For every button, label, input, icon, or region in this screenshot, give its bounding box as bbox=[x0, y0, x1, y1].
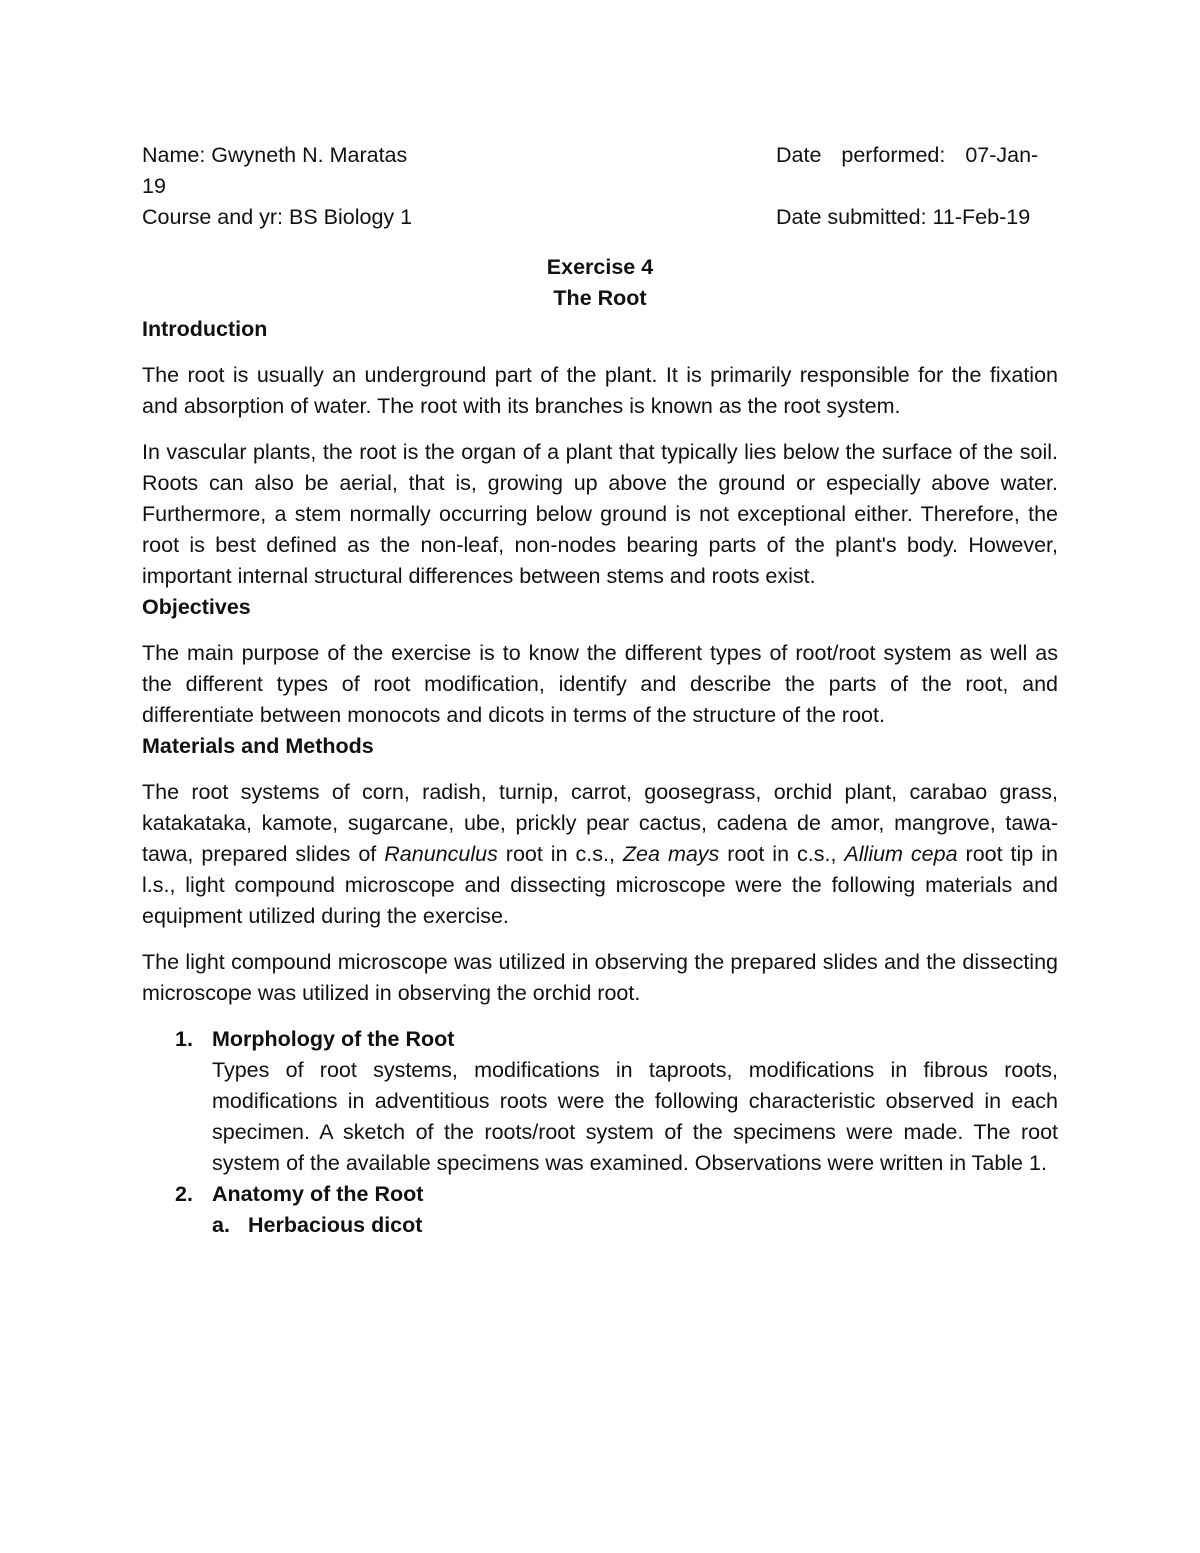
species-ranunculus: Ranunculus bbox=[384, 842, 498, 866]
list-item bbox=[142, 1179, 1058, 1241]
introduction-paragraph-2: In vascular plants, the root is the organ of a plant that typically lies below the surface of the soil. Roots can also be aerial, that is, growing up above the ground or especially above water. Furthermore, a stem normally occurring below ground is not exceptional either. Therefore, the root is best defined as the non-leaf, non-nodes bearing parts of the plant's body. However, important internal structural differences between stems and roots exist. bbox=[142, 440, 1058, 588]
materials-paragraph-1 bbox=[142, 777, 1058, 932]
species-zea-mays: Zea mays bbox=[622, 842, 720, 866]
header-row-1 bbox=[142, 140, 1058, 171]
document-title bbox=[142, 252, 1058, 314]
introduction-paragraph-1: The root is usually an underground part of the plant. It is primarily responsible for the fixation and absorption of water. The root with its branches is known as the root system. bbox=[142, 363, 1058, 418]
materials-text-1: The root systems of corn, radish, turnip, carrot, goosegrass, orchid plant, carabao grass, katakataka, kamote, sugarcane, ube, prickly pear cactus, cadena de amor, mangrove, tawa-tawa, prepared slides of bbox=[142, 780, 1058, 866]
date-performed: Date performed: 07-Jan- bbox=[776, 143, 1039, 167]
sub-list-title: Herbacious dicot bbox=[248, 1213, 423, 1237]
methods-list bbox=[142, 1024, 1058, 1241]
date-performed-wrap: 19 bbox=[142, 174, 166, 198]
objectives-heading: Objectives bbox=[142, 595, 251, 619]
date-submitted: Date submitted: 11-Feb-19 bbox=[776, 205, 1031, 229]
list-item-body: Types of root systems, modifications in taproots, modifications in fibrous roots, modifications in adventitious roots were the following characteristic observed in each specimen. A sketch of the roots/root system of the specimens were made. The root system of the available specimens was examined. Observations were written in Table 1. bbox=[212, 1058, 1058, 1175]
page-content bbox=[142, 140, 1058, 1241]
materials-text-4: root tip in l.s., light compound microscope and dissecting microscope were the following materials and equipment utilized during the exercise. bbox=[142, 842, 1058, 928]
materials-text-3: root in c.s., bbox=[719, 842, 845, 866]
list-number: 2. bbox=[175, 1182, 193, 1206]
materials-heading: Materials and Methods bbox=[142, 734, 374, 758]
exercise-topic: The Root bbox=[553, 286, 647, 310]
materials-paragraph-2: The light compound microscope was utilized in observing the prepared slides and the dissecting microscope was utilized in observing the orchid root. bbox=[142, 950, 1058, 1005]
sub-list-letter: a. bbox=[212, 1213, 230, 1237]
course-year: Course and yr: BS Biology 1 bbox=[142, 205, 413, 229]
list-item bbox=[142, 1024, 1058, 1179]
introduction-heading: Introduction bbox=[142, 317, 268, 341]
list-item-title: Anatomy of the Root bbox=[212, 1182, 424, 1206]
exercise-number: Exercise 4 bbox=[546, 255, 654, 279]
header-row-2 bbox=[142, 202, 1058, 233]
list-item-title: Morphology of the Root bbox=[212, 1027, 455, 1051]
materials-text-2: root in c.s., bbox=[497, 842, 623, 866]
objectives-paragraph: The main purpose of the exercise is to know the different types of root/root system as well as the different types of root modification, identify and describe the parts of the root, and differentiate between monocots and dicots in terms of the structure of the root. bbox=[142, 641, 1058, 727]
sub-list-item bbox=[212, 1210, 1058, 1241]
list-number: 1. bbox=[175, 1027, 193, 1051]
species-allium-cepa: Allium cepa bbox=[844, 842, 958, 866]
student-name: Name: Gwyneth N. Maratas bbox=[142, 143, 408, 167]
